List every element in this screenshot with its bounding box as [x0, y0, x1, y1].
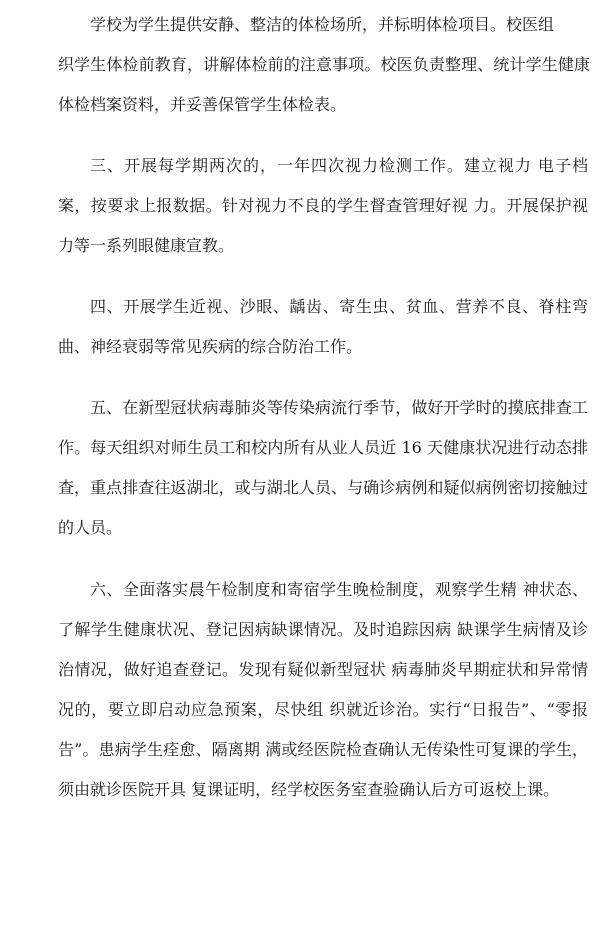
paragraph-continuation-rest: 织学生体检前教育，讲解体检前的注意事项。校医负责整理、统计学生健康体检档案资料，并妥善保管学生体检表。	[58, 55, 590, 114]
paragraph-epidemic-screening: 五、在新型冠状病毒肺炎等传染病流行季节，做好开学时的摸底排查工作。每天组织对师生员工和校内所有从业人员近 16 天健康状况进行动态排查，重点排查往返湖北，或与湖北人员、与确诊病例和疑似病例密切接触过的人员。	[58, 398, 588, 537]
paragraph-disease-prevention: 四、开展学生近视、沙眼、龋齿、寄生虫、贫血、营养不良、脊柱弯曲、神经衰弱等常见疾病的综合防治工作。	[58, 297, 588, 356]
paragraph-vision-testing: 三、开展每学期两次的，一年四次视力检测工作。建立视力 电子档案，按要求上报数据。针对视力不良的学生督查管理好视 力。开展保护视力等一系列眼健康宣教。	[58, 156, 588, 255]
paragraph-continuation-first-line: 学校为学生提供安静、整洁的体检场所，并标明体检项目。校医组	[90, 15, 555, 34]
paragraph-morning-check: 六、全面落实晨午检制度和寄宿学生晚检制度，观察学生精 神状态、了解学生健康状况、登记因病缺课情况。及时追踪因病 缺课学生病情及诊治情况，做好追查登记。发现有疑似新型冠状 病毒肺炎早期症状和异常情况的，要立即启动应急预案，尽快组 织就近诊治。实行“日报告”、“零报告”。患病学生痊愈、隔离期 满或经医院检查确认无传染性可复课的学生，须由就诊医院开具 复课证明，经学校医务室查验确认后方可返校上课。	[58, 580, 588, 799]
